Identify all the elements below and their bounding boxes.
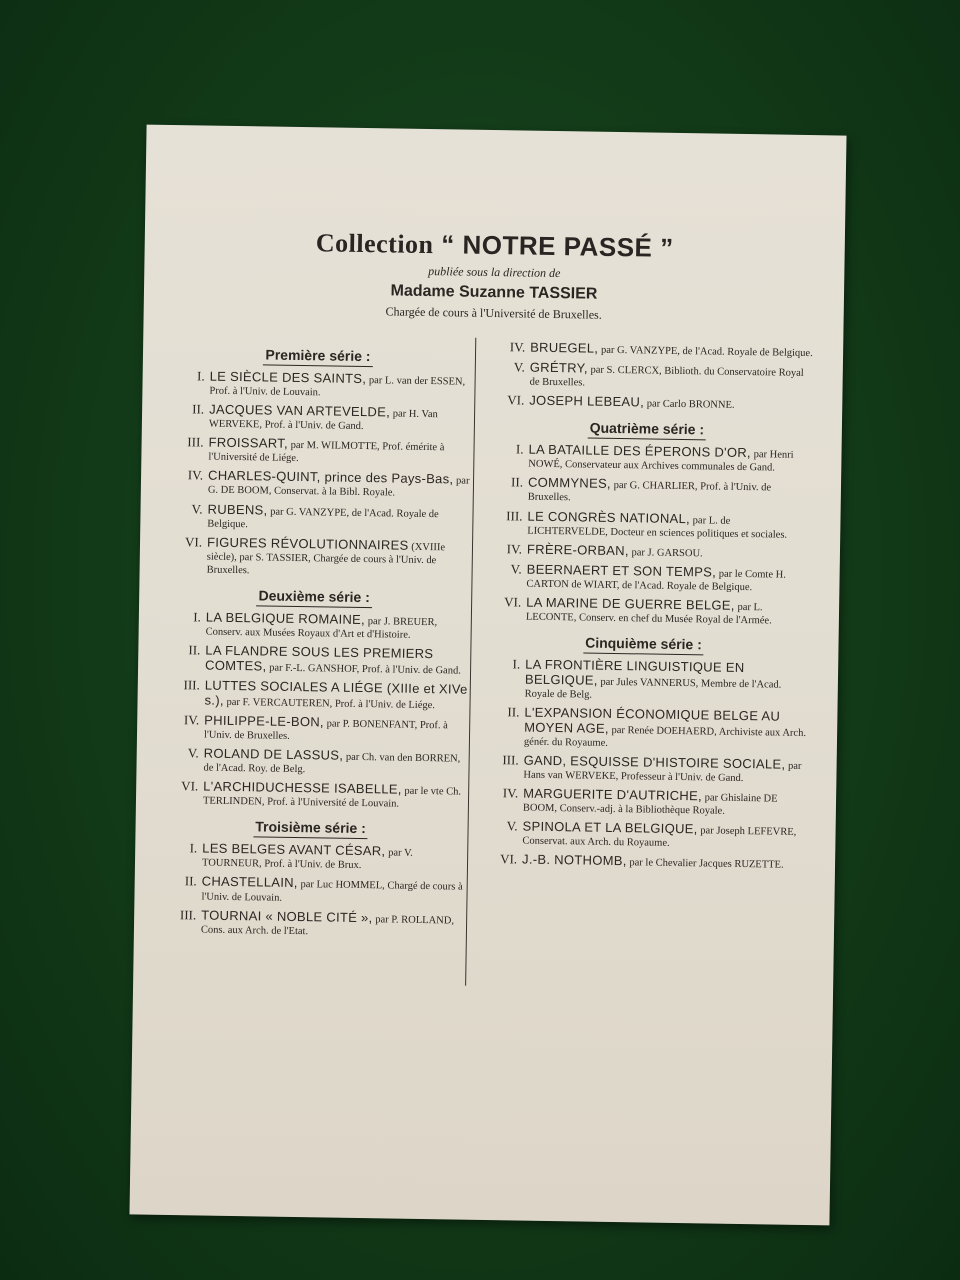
entry-title: FIGURES RÉVOLUTIONNAIRES	[206, 534, 409, 553]
entry-body	[208, 469, 471, 501]
entry-number: II.	[510, 474, 524, 490]
entry-title: LA BELGIQUE ROMAINE,	[205, 609, 366, 627]
entry-body	[527, 509, 810, 542]
list-item	[479, 595, 809, 628]
entry-title: FRÈRE-ORBAN,	[526, 541, 629, 558]
entry-body	[201, 875, 464, 907]
entry-description: par L. LECONTE, Conserv. en chef du Musée Royal de l'Armée.	[525, 601, 772, 627]
entry-title: BRUEGEL,	[530, 339, 599, 356]
entry-number: I.	[515, 441, 524, 457]
list-item	[162, 402, 472, 435]
entry-description: (XVIIIe siècle), par S. TASSIER, Chargée de cours à l'Univ. de Bruxelles.	[206, 541, 446, 576]
collection-header	[144, 225, 845, 327]
list-item	[482, 393, 812, 413]
list-item	[479, 562, 809, 595]
entry-number: V.	[187, 745, 199, 761]
entry-title: L'ARCHIDUCHESSE ISABELLE,	[203, 778, 402, 797]
entry-body	[523, 787, 806, 820]
entry-title: CHARLES-QUINT, prince des Pays-Bas,	[207, 467, 454, 487]
entry-title: COMMYNES,	[527, 474, 612, 492]
entry-number: III.	[183, 677, 200, 693]
series-heading	[155, 817, 465, 838]
entry-number: IV.	[506, 540, 523, 557]
entry-description: par V. TOURNEUR, Prof. à l'Univ. de Brux.	[201, 847, 413, 872]
series-heading-text: Première série :	[263, 346, 372, 367]
entry-title: CHASTELLAIN,	[201, 873, 298, 891]
entry-description: par Jules VANNERUS, Membre de l'Acad. Royale de Belg.	[524, 676, 782, 701]
list-item	[156, 779, 466, 812]
list-item	[480, 541, 810, 561]
list-item	[160, 501, 470, 534]
list-item	[156, 746, 466, 779]
entry-title: L'EXPANSION ÉCONOMIQUE BELGE AU MOYEN AGE,	[524, 704, 781, 736]
entry-body	[522, 853, 805, 873]
entry-number: I.	[189, 840, 198, 856]
entry-description: par F.-L. GANSHOF, Prof. à l'Univ. de Gand.	[269, 662, 461, 677]
entry-description: par Henri NOWÉ, Conservateur aux Archives communales de Gand.	[528, 449, 794, 474]
entry-description: par P. ROLLAND, Cons. aux Arch. de l'Etat.	[200, 913, 455, 937]
title-collection-name: “ NOTRE PASSÉ ”	[441, 229, 674, 263]
entry-description: par Ch. van den BORREN, de l'Acad. Roy. de Belg.	[203, 751, 461, 776]
list-item	[157, 713, 467, 746]
entry-body	[203, 780, 466, 812]
entry-number: IV.	[187, 467, 204, 483]
entry-number: IV.	[502, 785, 519, 801]
entry-number: V.	[513, 359, 525, 375]
list-item	[161, 468, 471, 501]
entry-description: par G. VANZYPE, de l'Acad. Royale de Belgique.	[600, 344, 813, 360]
entry-description: par L. van der ESSEN, Prof. à l'Univ. de Louvain.	[209, 375, 466, 399]
entry-description: par F. VERCAUTEREN, Prof. à l'Univ. de Liége.	[226, 696, 436, 712]
entry-number: III.	[187, 434, 204, 450]
director-name: Madame Suzanne TASSIER	[390, 282, 598, 303]
entry-description: par J. GARSOU.	[631, 546, 703, 559]
director-role: Chargée de cours à l'Université de Bruxelles.	[385, 304, 602, 322]
series-heading	[478, 633, 808, 654]
entry-description: par le Chevalier Jacques RUZETTE.	[629, 857, 784, 872]
entry-description: par Hans van WERVEKE, Professeur à l'Univ. de Gand.	[523, 760, 802, 785]
list-item	[154, 907, 464, 940]
entry-body	[202, 842, 465, 874]
entry-number: VI.	[500, 851, 518, 867]
entry-title: LA MARINE DE GUERRE BELGE,	[526, 594, 735, 613]
series-heading	[482, 418, 812, 439]
list-item	[483, 340, 813, 360]
list-item	[480, 508, 810, 541]
series-heading-text: Troisième série :	[253, 819, 368, 840]
book-back-cover	[129, 125, 846, 1226]
list-item	[478, 657, 809, 705]
series-heading	[163, 345, 473, 366]
entry-body	[208, 436, 471, 468]
entry-description: par J. BREUER, Conserv. aux Musées Royaux d'Art et d'Histoire.	[205, 615, 438, 641]
entry-body	[203, 747, 466, 779]
entry-number: I.	[193, 609, 201, 625]
entry-title: MARGUERITE D'AUTRICHE,	[523, 785, 703, 804]
entry-number: III.	[506, 507, 523, 524]
entry-description: par G. DE BOOM, Conservat. à la Bibl. Royale.	[207, 475, 470, 499]
entry-body	[529, 394, 812, 414]
entry-number: II.	[507, 704, 520, 720]
entry-number: II.	[184, 873, 197, 889]
entry-body	[209, 370, 472, 402]
series-1	[160, 345, 474, 581]
series-3-part	[154, 817, 466, 940]
entry-body	[528, 476, 811, 509]
entry-number: V.	[191, 500, 203, 516]
entry-description: par Ghislaine DE BOOM, Conserv.-adj. à la Bibliothèque Royale.	[522, 792, 778, 817]
entry-number: VI.	[181, 778, 199, 794]
entry-body	[527, 542, 810, 562]
list-item	[477, 705, 808, 753]
entry-body	[523, 754, 806, 787]
list-item	[481, 442, 811, 475]
entry-description: par L. de LICHTERVELDE, Docteur en sciences politiques et sociales.	[527, 514, 788, 541]
entry-number: VI.	[184, 533, 203, 550]
entry-description: par S. CLERCX, Biblioth. du Conservatoire Royal de Bruxelles.	[529, 364, 804, 389]
entry-title: JOSEPH LEBEAU,	[529, 392, 645, 410]
entry-body	[526, 595, 809, 628]
entry-number: I.	[196, 368, 205, 384]
entry-body	[530, 361, 813, 394]
list-item	[162, 369, 472, 402]
entry-description: par Carlo BRONNE.	[646, 398, 735, 412]
list-item	[476, 753, 806, 786]
entry-title: GAND, ESQUISSE D'HISTOIRE SOCIALE,	[523, 752, 786, 772]
entry-description: par Luc HOMMEL, Chargé de cours à l'Univ. de Louvain.	[201, 879, 463, 904]
entry-description: par G. VANZYPE, de l'Acad. Royale de Belgique.	[207, 506, 439, 530]
list-item	[155, 841, 465, 874]
list-item	[483, 360, 813, 393]
entry-description: par G. CHARLIER, Prof. à l'Univ. de Bruxelles.	[527, 480, 772, 504]
list-item	[476, 786, 806, 819]
entry-title: LE SIÈCLE DES SAINTS,	[209, 368, 367, 387]
entry-body	[204, 713, 467, 745]
entry-number: V.	[506, 818, 518, 834]
list-item	[159, 610, 469, 643]
entry-body	[209, 403, 472, 435]
entry-description: par M. WILMOTTE, Prof. émérite à l'Université de Liége.	[208, 440, 445, 465]
series-heading	[159, 586, 469, 607]
entry-number: III.	[179, 906, 197, 923]
entry-body	[522, 820, 805, 853]
series-heading-text: Deuxième série :	[256, 587, 372, 608]
entry-number: II.	[192, 401, 205, 417]
entry-body	[206, 610, 469, 642]
entry-body	[526, 562, 809, 595]
entry-number: II.	[188, 642, 201, 658]
entry-number: VI.	[507, 392, 525, 408]
entry-title: BEERNAERT ET SON TEMPS,	[526, 561, 717, 580]
title-collection-word: Collection	[315, 228, 434, 260]
entry-title: SPINOLA ET LA BELGIQUE,	[522, 818, 698, 837]
series-heading-text: Quatrième série :	[588, 420, 707, 441]
entry-description: par H. Van WERVEKE, Prof. à l'Univ. de Gand.	[208, 408, 438, 433]
entry-body	[207, 502, 470, 534]
series-4	[479, 418, 812, 628]
left-column	[154, 335, 473, 945]
entry-body	[201, 908, 464, 940]
entry-number: I.	[512, 656, 521, 672]
entry-description: par P. BONENFANT, Prof. à l'Univ. de Bruxelles.	[203, 718, 448, 742]
entry-title: TOURNAI « NOBLE CITÉ »,	[201, 907, 373, 925]
entry-body	[205, 643, 468, 677]
entry-title: JACQUES VAN ARTEVELDE,	[209, 401, 391, 420]
entry-body	[525, 658, 809, 706]
entry-description: par Renée DOEHAERD, Archiviste aux Arch. génér. du Royaume.	[523, 724, 807, 749]
list-item	[161, 435, 471, 468]
entry-title: GRÉTRY,	[529, 359, 588, 376]
list-item	[154, 874, 464, 907]
list-item	[481, 475, 811, 508]
entry-number: III.	[502, 752, 519, 768]
entry-number: V.	[510, 561, 522, 577]
entry-title: ROLAND DE LASSUS,	[203, 745, 344, 763]
entry-title: RUBENS,	[207, 501, 268, 518]
entry-description: par le Comte H. CARTON de WIART, de l'Acad. Royale de Belgique.	[526, 568, 786, 593]
subtitle: publiée sous la direction de	[428, 264, 561, 281]
entry-title: LA FLANDRE SOUS LES PREMIERS COMTES,	[205, 642, 434, 674]
series-3-continued	[482, 340, 813, 413]
entry-number: IV.	[183, 712, 200, 728]
entry-title: LA FRONTIÈRE LINGUISTIQUE EN BELGIQUE,	[524, 656, 745, 688]
list-item	[160, 534, 471, 580]
entry-number: IV.	[509, 339, 526, 355]
list-item	[475, 852, 805, 872]
entry-title: FROISSART,	[208, 434, 289, 452]
entry-title: LUTTES SOCIALES A LIÉGE (XIIIe et XIVe s.),	[204, 677, 468, 708]
entry-body	[530, 341, 813, 361]
entry-body	[204, 678, 467, 712]
entry-title: LE CONGRÈS NATIONAL,	[527, 508, 691, 526]
entry-number: VI.	[504, 594, 522, 610]
entry-title: LA BATAILLE DES ÉPERONS D'OR,	[528, 441, 752, 461]
entry-body	[207, 535, 471, 580]
entry-title: J.-B. NOTHOMB,	[521, 851, 627, 869]
list-item	[475, 819, 805, 852]
entry-body	[524, 706, 808, 754]
entry-body	[528, 443, 811, 476]
series-heading-text: Cinquième série :	[583, 634, 704, 655]
series-2	[156, 586, 469, 812]
right-column	[475, 340, 813, 878]
list-item	[157, 678, 467, 713]
list-item	[158, 643, 468, 678]
entry-title: PHILIPPE-LE-BON,	[204, 712, 325, 730]
entry-description: par le vte Ch. TERLINDEN, Prof. à l'Université de Louvain.	[202, 785, 462, 810]
entry-title: LES BELGES AVANT CÉSAR,	[202, 840, 386, 859]
series-5	[475, 633, 809, 873]
entry-description: par Joseph LEFEVRE, Conservat. aux Arch. du Royaume.	[522, 825, 797, 850]
